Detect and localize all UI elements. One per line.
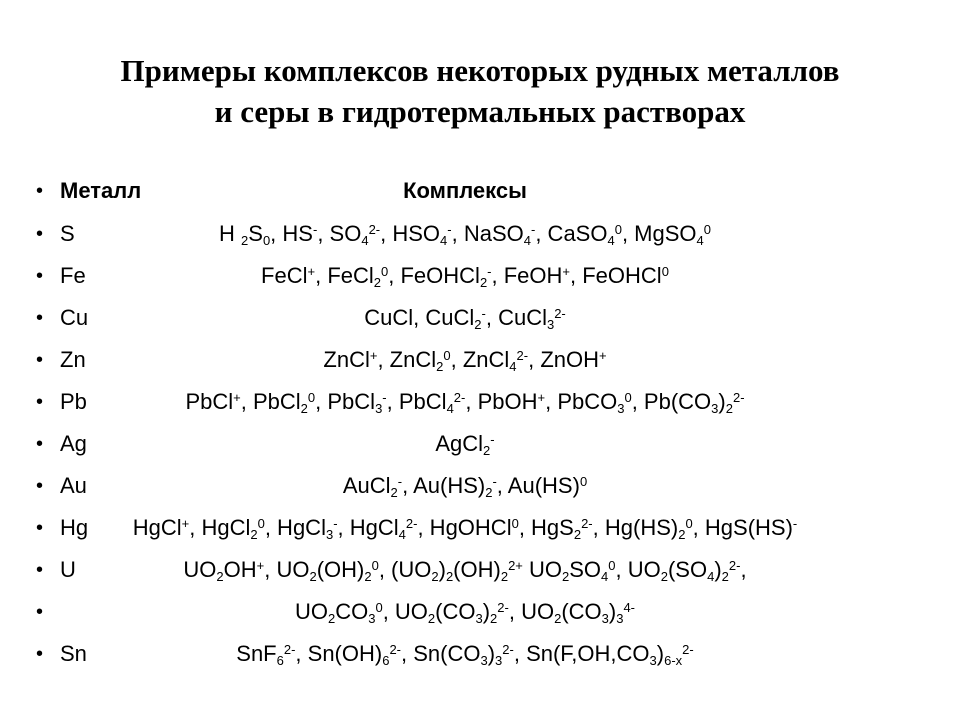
slide-title <box>0 50 960 132</box>
list-item <box>0 423 960 465</box>
list-item <box>0 465 960 507</box>
complex-formulas: ZnCl+, ZnCl$_2^0$, ZnCl$_4^{2-}$, ZnOH+ <box>323 347 607 374</box>
title-line-2: и серы в гидротермальных растворах <box>214 94 746 129</box>
complex-formulas: CuCl, CuCl$_2$-, CuCl$_3^{2-}$ <box>364 305 566 332</box>
bullet-icon: • <box>36 180 44 202</box>
complex-formulas: FeCl+, FeCl$_2^0$, FeOHCl$_2$-, FeOH+, FeOHCl$^0$ <box>261 263 669 290</box>
metal-symbol: S <box>60 221 75 246</box>
bullet-icon: • <box>36 265 44 287</box>
header-metal: Металл <box>60 178 142 203</box>
complex-formulas: AgCl$_2$- <box>435 431 495 458</box>
metal-symbol: Cu <box>60 305 89 330</box>
list-item <box>0 297 960 339</box>
bullet-icon: • <box>36 391 44 413</box>
title-line-1: Примеры комплексов некоторых рудных металлов <box>120 53 840 88</box>
list-header <box>0 170 960 212</box>
complex-formulas: H $_2S_0$, HS-, $SO_4^{2-}$, $HSO_4^-$, NaSO$_4$-, CaSO$_4^0$, MgSO$_4^0$ <box>219 221 711 248</box>
list-item <box>0 591 960 633</box>
complex-formulas: AuCl$_2$-, $Au(HS)_2^-$, Au(HS)$^0$ <box>342 473 588 500</box>
header-complexes: Комплексы <box>403 178 527 203</box>
list-item <box>0 381 960 423</box>
bullet-icon: • <box>36 643 44 665</box>
metal-symbol: Zn <box>60 347 86 372</box>
list-item <box>0 339 960 381</box>
complex-formulas: PbCl+, PbCl$_2^0$, PbCl$_3$-, PbCl$_4^{2-}$, PbOH+, PbCO$_3^0$, $Pb(CO_3)_2^{2-}$ <box>185 389 745 416</box>
metal-symbol: Fe <box>60 263 86 288</box>
complex-formulas: HgCl+, HgCl$_2^0$, HgCl$_3$-, HgCl$_4^{2-}$, HgOHCl$^0$, HgS$_2^{2-}$, $Hg(HS)_2^0$, HgS(HS)- <box>132 515 798 542</box>
bullet-icon: • <box>36 349 44 371</box>
complex-formulas: $UO_2OH^+$, $UO_2(OH)_2^0$, $(UO_2)_2(OH)_2^{2+}$ $UO_2SO_4^0$, $UO_2(SO_4)_2^{2-}$, <box>183 557 747 584</box>
bullet-icon: • <box>36 517 44 539</box>
complex-formulas: SnF$_6^{2-}$, $Sn(OH)_6^{2-}$, $Sn(CO_3)_3^{2-}$, $Sn(F,OH,CO_3)_{6-x}^{2-}$ <box>236 641 694 668</box>
metal-symbol: Pb <box>60 389 87 414</box>
list-item <box>0 549 960 591</box>
list-item <box>0 507 960 549</box>
metal-symbol: Ag <box>60 431 87 456</box>
list-item <box>0 633 960 675</box>
bullet-icon: • <box>36 559 44 581</box>
bullet-icon: • <box>36 475 44 497</box>
metal-symbol: U <box>60 557 76 582</box>
metal-symbol: Au <box>60 473 87 498</box>
bullet-icon: • <box>36 433 44 455</box>
metal-symbol: Hg <box>60 515 89 540</box>
complex-formulas: $UO_2CO_3^0$, $UO_2(CO_3)_2^{2-}$, $UO_2(CO_3)_3^{4-}$ <box>294 599 635 626</box>
bullet-icon: • <box>36 601 44 623</box>
list-item <box>0 213 960 255</box>
bullet-icon: • <box>36 223 44 245</box>
bullet-icon: • <box>36 307 44 329</box>
metal-symbol: Sn <box>60 641 87 666</box>
list-item <box>0 255 960 297</box>
